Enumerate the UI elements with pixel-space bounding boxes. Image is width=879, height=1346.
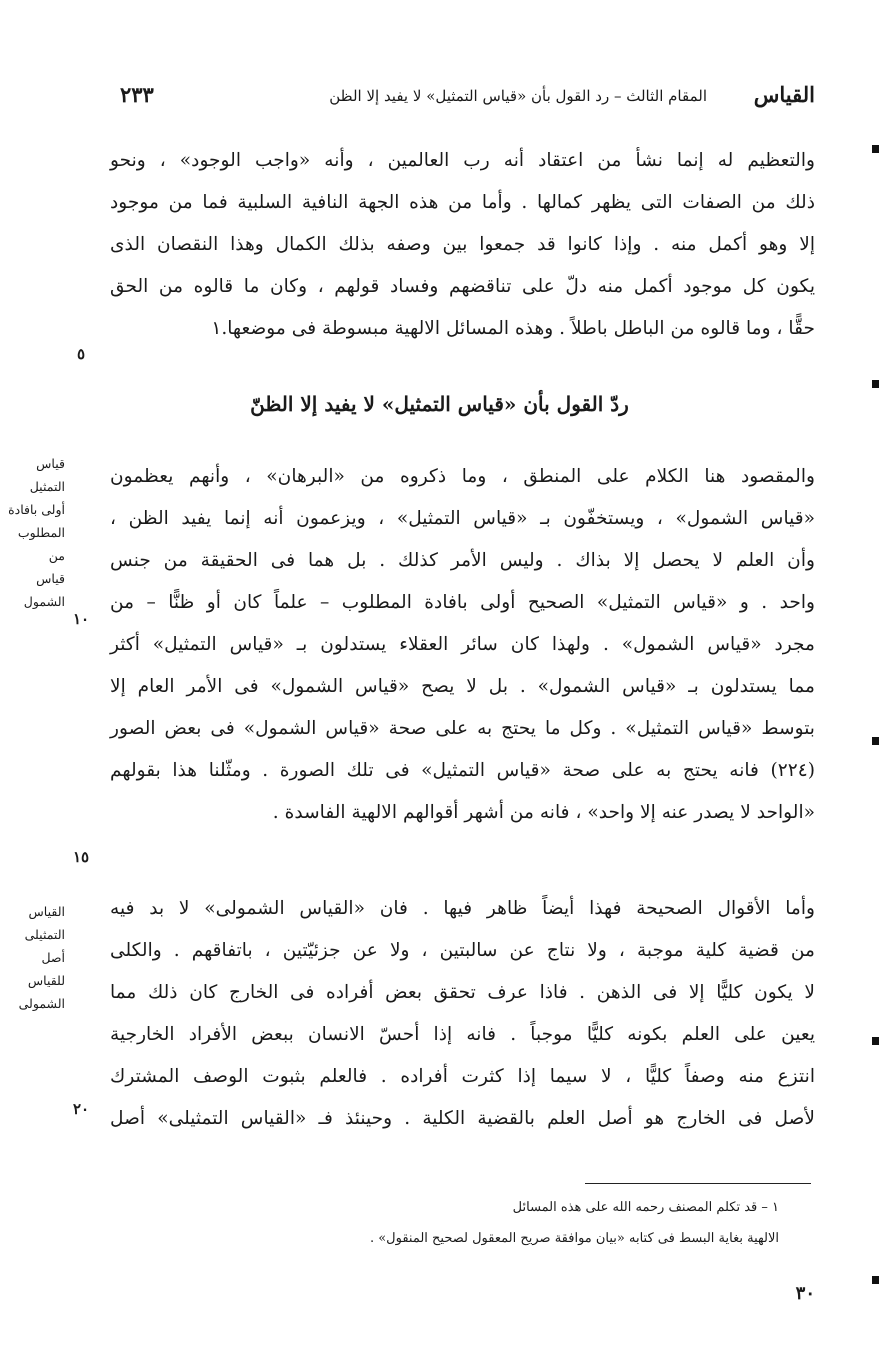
scan-edge-mark bbox=[872, 380, 879, 388]
chapter-title: القياس bbox=[753, 82, 815, 107]
text-line: واحد . و «قياس التمثيل» الصحيح أولى بافادة المطلوب – علماً كان أو ظنًّا – من bbox=[110, 592, 815, 613]
line-number-5: ٥ bbox=[76, 345, 86, 363]
section-heading: ردّ القول بأن «قياس التمثيل» لا يفيد إلا الظنّ bbox=[250, 392, 629, 416]
text-line: (٢٢٤) فانه يحتج به على صحة «قياس التمثيل» فى تلك الصورة . ومثّلنا هذا بقولهم bbox=[110, 760, 815, 781]
text-line: إلا وهو أكمل منه . وإذا كانوا قد جمعوا بين وصفه بذلك الكمال وهذا النقصان الذى bbox=[110, 234, 815, 255]
text-line: «الواحد لا يصدر عنه إلا واحد» ، فانه من أشهر أقوالهم الالهية الفاسدة . bbox=[272, 802, 815, 823]
footnote-divider bbox=[585, 1183, 811, 1184]
text-line: لأصل فى الخارج هو أصل العلم بالقضية الكلية . وحينئذ فـ «القياس التمثيلى» أصل bbox=[110, 1108, 815, 1129]
footnote-line: ١ – قد تكلم المصنف رحمه الله على هذه المسائل bbox=[512, 1200, 779, 1215]
text-line: وأن العلم لا يحصل إلا بذاك . وليس الأمر كذلك . بل هما فى الحقيقة من جنس bbox=[110, 550, 815, 571]
text-line: مما يستدلون بـ «قياس الشمول» . بل لا يصح «قياس الشمول» فى الأمر العام إلا bbox=[110, 676, 815, 697]
text-line: والمقصود هنا الكلام على المنطق ، وما ذكروه من «البرهان» ، وأنهم يعظمون bbox=[110, 466, 815, 487]
text-line: وأما الأقوال الصحيحة فهذا أيضاً ظاهر فيها . فان «القياس الشمولى» لا بد فيه bbox=[110, 898, 815, 919]
text-line: يعين على العلم بكونه كليًّا موجباً . فانه إذا أحسّ الانسان ببعض الأفراد الخارجية bbox=[110, 1024, 815, 1045]
paragraph-2 bbox=[110, 456, 815, 834]
line-number-15: ١٥ bbox=[72, 848, 90, 866]
text-line: لا يكون كليًّا إلا فى الذهن . فاذا عرف تحقق بعض أفراده فى الخارج كان ذلك مما bbox=[110, 982, 815, 1003]
page-number: ٢٣٣ bbox=[120, 82, 154, 107]
margin-note-2 bbox=[1, 900, 65, 1015]
text-line: مجرد «قياس الشمول» . ولهذا كان سائر العقلاء يستدلون بـ «قياس التمثيل» أكثر bbox=[110, 634, 815, 655]
paragraph-3 bbox=[110, 888, 815, 1140]
paragraph-1 bbox=[110, 140, 815, 350]
text-line: «قياس الشمول» ، ويستخفّون بـ «قياس التمثيل» ، ويزعمون أنه إنما يفيد الظن ، bbox=[110, 508, 815, 529]
text-line: بتوسط «قياس التمثيل» . وكل ما يحتج به على صحة «قياس الشمول» فى بعض الصور bbox=[110, 718, 815, 739]
margin-note-line: قياس التمثيل bbox=[29, 456, 65, 494]
scan-edge-mark bbox=[872, 1276, 879, 1284]
scan-edge-mark bbox=[872, 737, 879, 745]
line-number-10: ١٠ bbox=[72, 610, 90, 628]
scan-edge-mark bbox=[872, 1037, 879, 1045]
section-title: المقام الثالث – رد القول بأن «قياس التمثيل» لا يفيد إلا الظن bbox=[329, 87, 707, 105]
scan-edge-mark bbox=[872, 145, 879, 153]
running-header bbox=[110, 82, 815, 116]
margin-note-line: القياس التمثيلى bbox=[24, 904, 65, 942]
text-line: حقًّا ، وما قالوه من الباطل باطلاً . وهذه المسائل الالهية مبسوطة فى موضعها.١ bbox=[211, 318, 815, 339]
text-line: والتعظيم له إنما نشأ من اعتقاد أنه رب العالمين ، وأنه «واجب الوجود» ، ونحو bbox=[110, 150, 815, 171]
text-line: انتزع منه وصفاً كليًّا ، لا سيما إذا كثرت أفراده . فالعلم بثبوت الوصف المشترك bbox=[110, 1066, 815, 1087]
line-number-20: ٢٠ bbox=[72, 1100, 90, 1118]
text-line: ذلك من الصفات التى يظهر كمالها . وأما من هذه الجهة النافية السلبية فما من موجود bbox=[110, 192, 815, 213]
signature-mark: ٣٠ bbox=[795, 1283, 815, 1304]
text-line: من قضية كلية موجبة ، ولا نتاج عن سالبتين ، ولا عن جزئيّتين ، باتفاقهم . والكلى bbox=[110, 940, 815, 961]
margin-note-line: أصل للقياس bbox=[27, 950, 65, 988]
margin-note-1 bbox=[1, 452, 65, 613]
margin-note-line: أولى بافادة bbox=[8, 502, 65, 517]
margin-note-line: قياس الشمول bbox=[23, 571, 65, 609]
text-line: يكون كل موجود أكمل منه دلّ على تناقضهم وفساد قولهم ، وكان ما قالوه من الحق bbox=[110, 276, 815, 297]
footnote bbox=[139, 1192, 779, 1254]
margin-note-line: المطلوب من bbox=[17, 525, 65, 563]
footnote-line: الالهية بغاية البسط فى كتابه «بيان موافقة صريح المعقول لصحيح المنقول» . bbox=[369, 1231, 779, 1246]
margin-note-line: الشمولى bbox=[18, 996, 65, 1011]
